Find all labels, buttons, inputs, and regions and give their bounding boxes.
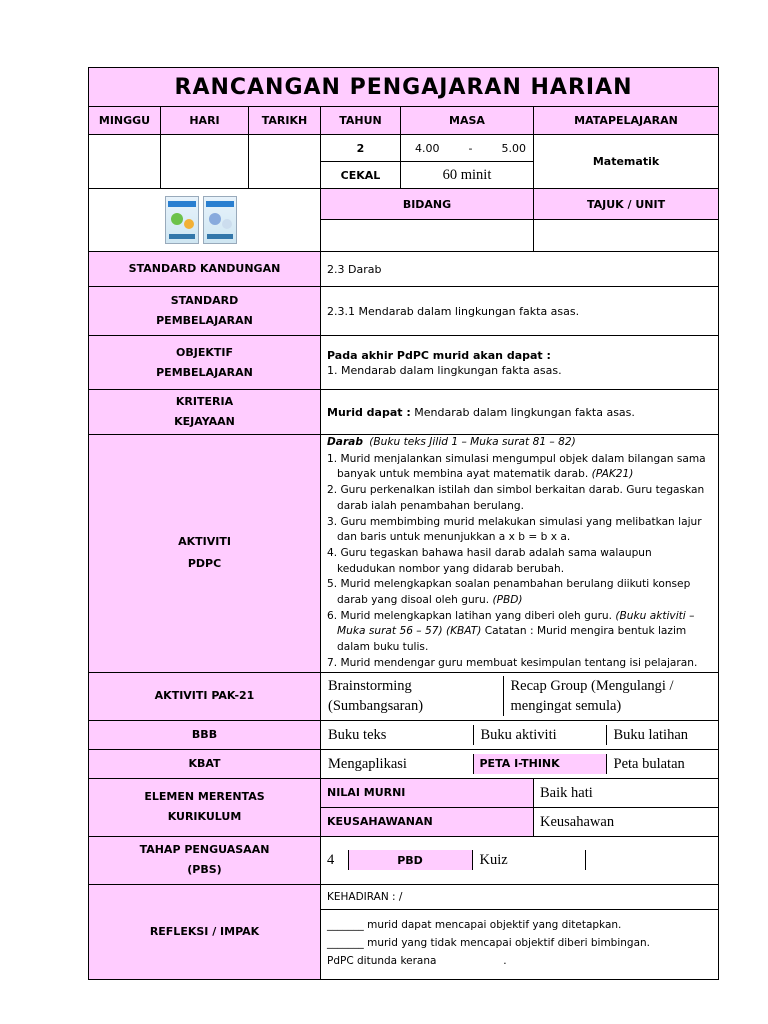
aktiviti-label-line2: PDPC: [187, 557, 222, 571]
pbd-extra: [585, 850, 718, 870]
objektif-lead: Pada akhir PdPC murid akan dapat :: [327, 348, 551, 362]
bbb-item-1: Buku teks: [321, 725, 473, 745]
pak21-label: AKTIVITI PAK-21: [89, 672, 321, 720]
tahap-label-line1: TAHAP PENGUASAAN: [139, 843, 270, 857]
standard-pembelajaran-label-line1: STANDARD: [170, 294, 239, 307]
keusahawanan-value: Keusahawan: [534, 807, 719, 836]
pak21-item-2: Recap Group (Mengulangi / mengingat semula): [510, 678, 674, 715]
refleksi-line-3: PdPC ditunda kerana .: [327, 954, 507, 967]
aktiviti-step: 2. Guru perkenalkan istilah dan simbol berkaitan darab. Guru tegaskan darab ialah penambahan berulang.: [327, 484, 705, 512]
header-masa: MASA: [401, 107, 534, 135]
aktiviti-step: 5. Murid melengkapkan soalan penambahan berulang diikuti konsep darab yang disoal oleh guru. (PBD): [327, 578, 691, 607]
bidang-value: [321, 220, 534, 252]
objektif-value: [321, 336, 719, 390]
header-hari: HARI: [161, 107, 249, 135]
kriteria-value: [321, 390, 719, 435]
kriteria-lead: Murid dapat :: [327, 405, 411, 419]
kriteria-label: [89, 390, 321, 435]
standard-pembelajaran-value: 2.3.1 Mendarab dalam lingkungan fakta asas.: [321, 287, 719, 336]
pak21-item-1: Brainstorming (Sumbangsaran): [321, 676, 503, 716]
header-minggu: MINGGU: [89, 107, 161, 135]
textbook-cover-icon: [165, 196, 199, 244]
duration-value: 60 minit: [401, 162, 534, 189]
aktiviti-step: 3. Guru membimbing murid melakukan simulasi yang melibatkan lajur dan baris untuk menunjukkan a x b = b x a.: [327, 515, 702, 544]
standard-pembelajaran-label-line2: PEMBELAJARAN: [156, 314, 253, 327]
header-matapelajaran: MATAPELAJARAN: [534, 107, 719, 135]
bbb-label: BBB: [89, 720, 321, 749]
header-tahun: TAHUN: [321, 107, 401, 135]
refleksi-label: REFLEKSI / IMPAK: [89, 884, 321, 979]
pbd-value: Kuiz: [472, 850, 585, 870]
bbb-item-2: Buku aktiviti: [473, 725, 606, 745]
kehadiran: KEHADIRAN : /: [321, 885, 718, 910]
emk-label: [89, 778, 321, 836]
aktiviti-step: 4. Guru tegaskan bahawa hasil darab adalah sama walaupun kedudukan nombor yang didarab berubah.: [327, 546, 652, 575]
page-title: RANCANGAN PENGAJARAN HARIAN: [89, 68, 719, 107]
standard-kandungan-value: 2.3 Darab: [321, 252, 719, 287]
refleksi-line-1: _______ murid dapat mencapai objektif yang ditetapkan.: [327, 918, 622, 931]
kbat-value: Mengaplikasi: [321, 754, 473, 774]
lesson-plan-table: [88, 67, 719, 980]
refleksi-content: [321, 884, 719, 979]
objektif-label: [89, 336, 321, 390]
hari-value: [161, 135, 249, 189]
tahap-value: 4: [321, 850, 348, 870]
tarikh-value: [249, 135, 321, 189]
bidang-label: BIDANG: [321, 189, 534, 220]
pak21-cells: [321, 672, 719, 720]
peta-ithink-label: PETA I-THINK: [473, 754, 606, 774]
tahap-label-line2: (PBS): [187, 863, 222, 877]
textbook-image-cell: [89, 189, 321, 252]
aktiviti-step: 6. Murid melengkapkan latihan yang diberi oleh guru. (Buku aktiviti – Muka surat 56 – 57) (KBAT) Catatan : Murid mengira bentuk lazim dalam buku tulis.: [327, 609, 695, 654]
nilai-murni-label: NILAI MURNI: [321, 778, 534, 807]
activity-book-cover-icon: [203, 196, 237, 244]
aktiviti-label: [89, 435, 321, 673]
tajuk-label: TAJUK / UNIT: [534, 189, 719, 220]
header-tarikh: TARIKH: [249, 107, 321, 135]
tajuk-value: [534, 220, 719, 252]
subject-value: Matematik: [534, 135, 719, 189]
bbb-item-3: Buku latihan: [613, 726, 689, 743]
tahun-value: 2: [321, 135, 401, 162]
kbat-cells: [321, 749, 719, 778]
objektif-label-line1: OBJEKTIF: [176, 345, 233, 359]
kbat-inner: [321, 754, 718, 774]
emk-label-line1: ELEMEN MERENTAS: [144, 790, 265, 804]
aktiviti-topic: Darab: [327, 436, 363, 448]
tahap-cells: [321, 836, 719, 884]
kbat-label: KBAT: [89, 749, 321, 778]
bbb-cells: [321, 720, 719, 749]
nilai-murni-text: Baik hati: [534, 778, 719, 807]
keusahawanan-label: KEUSAHAWANAN: [321, 807, 534, 836]
tahap-label: [89, 836, 321, 884]
cekal-label: CEKAL: [321, 162, 401, 189]
minggu-value: [89, 135, 161, 189]
textbook-covers: [89, 196, 315, 244]
aktiviti-step: 7. Murid mendengar guru membuat kesimpulan tentang isi pelajaran.: [327, 656, 698, 669]
objektif-label-line2: PEMBELAJARAN: [156, 365, 253, 379]
refleksi-body: [321, 910, 718, 974]
pbd-label: PBD: [348, 850, 472, 870]
masa-dash: -: [468, 141, 473, 155]
kriteria-text: Mendarab dalam lingkungan fakta asas.: [414, 405, 635, 419]
peta-ithink-value: Peta bulatan: [613, 755, 685, 772]
aktiviti-reference: (Buku teks Jilid 1 – Muka surat 81 – 82): [369, 436, 576, 448]
aktiviti-heading: [327, 435, 712, 451]
objektif-item: 1. Mendarab dalam lingkungan fakta asas.: [327, 363, 562, 377]
aktiviti-content: [321, 435, 719, 673]
refleksi-line-2: _______ murid yang tidak mencapai objektif diberi bimbingan.: [327, 936, 651, 949]
standard-pembelajaran-label: [89, 287, 321, 336]
kriteria-label-line2: KEJAYAAN: [174, 415, 235, 428]
masa-start: 4.00: [415, 141, 440, 155]
tahap-inner: [321, 850, 718, 870]
emk-label-line2: KURIKULUM: [167, 810, 242, 824]
kriteria-label-line1: KRITERIA: [175, 395, 234, 408]
standard-kandungan-label: STANDARD KANDUNGAN: [89, 252, 321, 287]
aktiviti-label-line1: AKTIVITI: [178, 535, 231, 549]
aktiviti-steps: [327, 452, 712, 672]
pak21-inner: [321, 676, 718, 716]
aktiviti-step: 1. Murid menjalankan simulasi mengumpul objek dalam bilangan sama banyak untuk membina ayat matematik darab. (PAK21): [327, 452, 706, 481]
masa-end: 5.00: [501, 141, 526, 155]
masa-value: [401, 135, 534, 162]
bbb-inner: [321, 725, 718, 745]
